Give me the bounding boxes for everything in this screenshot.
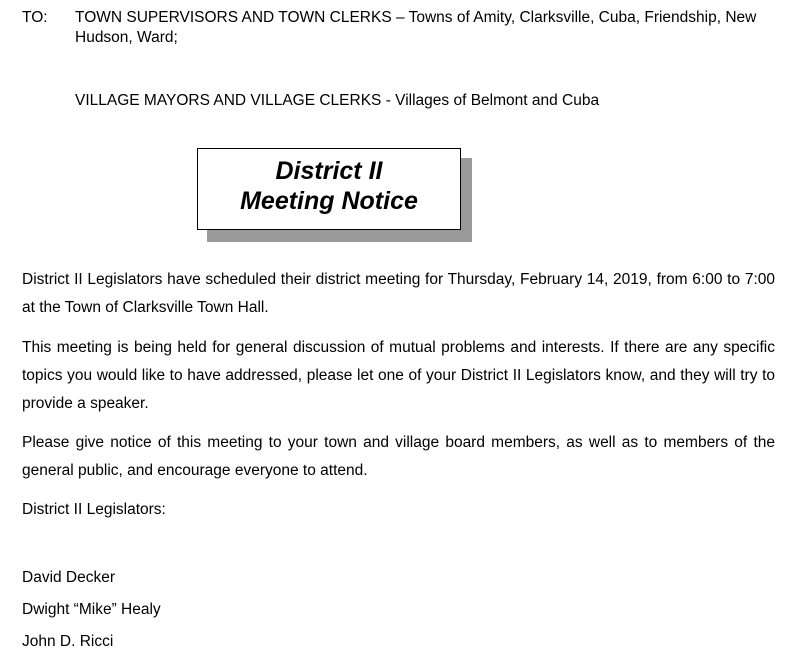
legislator-list	[22, 562, 161, 658]
notice-title-line1: District II	[275, 157, 383, 185]
to-label: TO:	[22, 9, 48, 26]
meeting-notice-box	[197, 148, 461, 230]
notice-request-paragraph: Please give notice of this meeting to your town and village board members, as well as to members of the general public, and encourage everyone to attend.	[22, 434, 775, 479]
legislator-name: John D. Ricci	[22, 633, 114, 650]
meeting-schedule-paragraph: District II Legislators have scheduled their district meeting for Thursday, February 14, 2019, from 6:00 to 7:00 at the Town of Clarksville Town Hall.	[22, 271, 775, 316]
meeting-purpose-paragraph: This meeting is being held for general discussion of mutual problems and interests. If there are any specific topics you would like to have addressed, please let one of your District II Legislators know, and they will try to provide a speaker.	[22, 339, 775, 412]
legislator-name: David Decker	[22, 569, 116, 586]
legislator-name: Dwight “Mike” Healy	[22, 601, 161, 618]
town-recipients: TOWN SUPERVISORS AND TOWN CLERKS – Towns of Amity, Clarksville, Cuba, Friendship, New Hudson, Ward;	[75, 9, 757, 46]
notice-title-line2: Meeting Notice	[240, 187, 418, 215]
village-recipients: VILLAGE MAYORS AND VILLAGE CLERKS - Villages of Belmont and Cuba	[75, 92, 600, 109]
legislators-label: District II Legislators:	[22, 501, 166, 518]
